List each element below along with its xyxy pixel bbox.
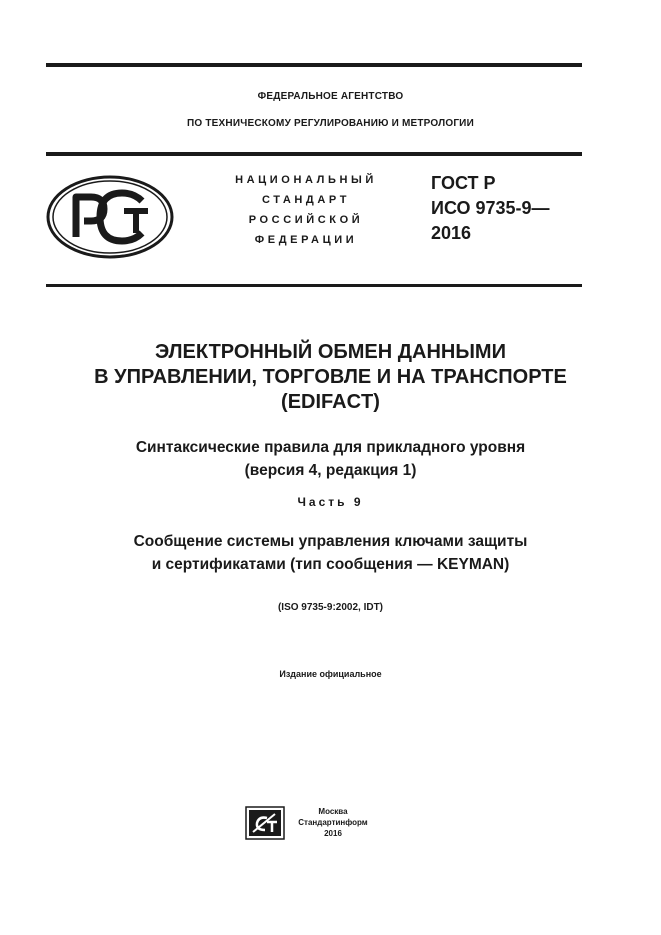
designation-line-3: 2016: [431, 223, 472, 243]
subtitle-line-1: Синтаксические правила для прикладного уровня: [135, 439, 526, 456]
standard-designation: [431, 171, 550, 246]
top-rule: [46, 63, 582, 67]
message-title-line-1: Сообщение системы управления ключами защиты: [133, 533, 528, 550]
middle-rule: [46, 152, 582, 156]
national-standard-line-1: НАЦИОНАЛЬНЫЙ: [235, 174, 377, 186]
message-title-line-2: и сертификатами (тип сообщения — KEYMAN): [151, 556, 510, 573]
designation-line-2: ИСО 9735-9—: [431, 198, 550, 218]
national-standard-label: [196, 170, 416, 250]
publisher-info: [293, 806, 373, 839]
title-line-3: (EDIFACT): [281, 391, 380, 413]
agency-line-1: ФЕДЕРАЛЬНОЕ АГЕНТСТВО: [257, 91, 404, 102]
national-standard-line-4: ФЕДЕРАЦИИ: [254, 234, 358, 246]
publisher-name: Стандартинформ: [298, 818, 368, 827]
bottom-rule: [46, 284, 582, 287]
designation-line-1: ГОСТ Р: [431, 173, 496, 193]
document-subtitle: [0, 436, 661, 482]
publisher-year: 2016: [324, 829, 342, 838]
national-standard-line-3: РОССИЙСКОЙ: [248, 214, 364, 226]
document-title: [0, 340, 661, 415]
agency-line-2: ПО ТЕХНИЧЕСКОМУ РЕГУЛИРОВАНИЮ И МЕТРОЛОГИИ: [187, 118, 474, 129]
message-title: [0, 530, 661, 576]
subtitle-line-2: (версия 4, редакция 1): [244, 462, 417, 479]
title-line-1: ЭЛЕКТРОННЫЙ ОБМЕН ДАННЫМИ: [155, 341, 506, 363]
iso-reference: (ISO 9735-9:2002, IDT): [277, 602, 384, 613]
gost-r-emblem-icon: [46, 175, 174, 259]
national-standard-line-2: СТАНДАРТ: [261, 194, 351, 206]
publisher-city: Москва: [318, 807, 348, 816]
part-number: Часть 9: [297, 495, 364, 509]
title-line-2: В УПРАВЛЕНИИ, ТОРГОВЛЕ И НА ТРАНСПОРТЕ: [94, 366, 567, 388]
standartinform-emblem-icon: [245, 806, 285, 840]
edition-label: Издание официальное: [279, 669, 382, 679]
